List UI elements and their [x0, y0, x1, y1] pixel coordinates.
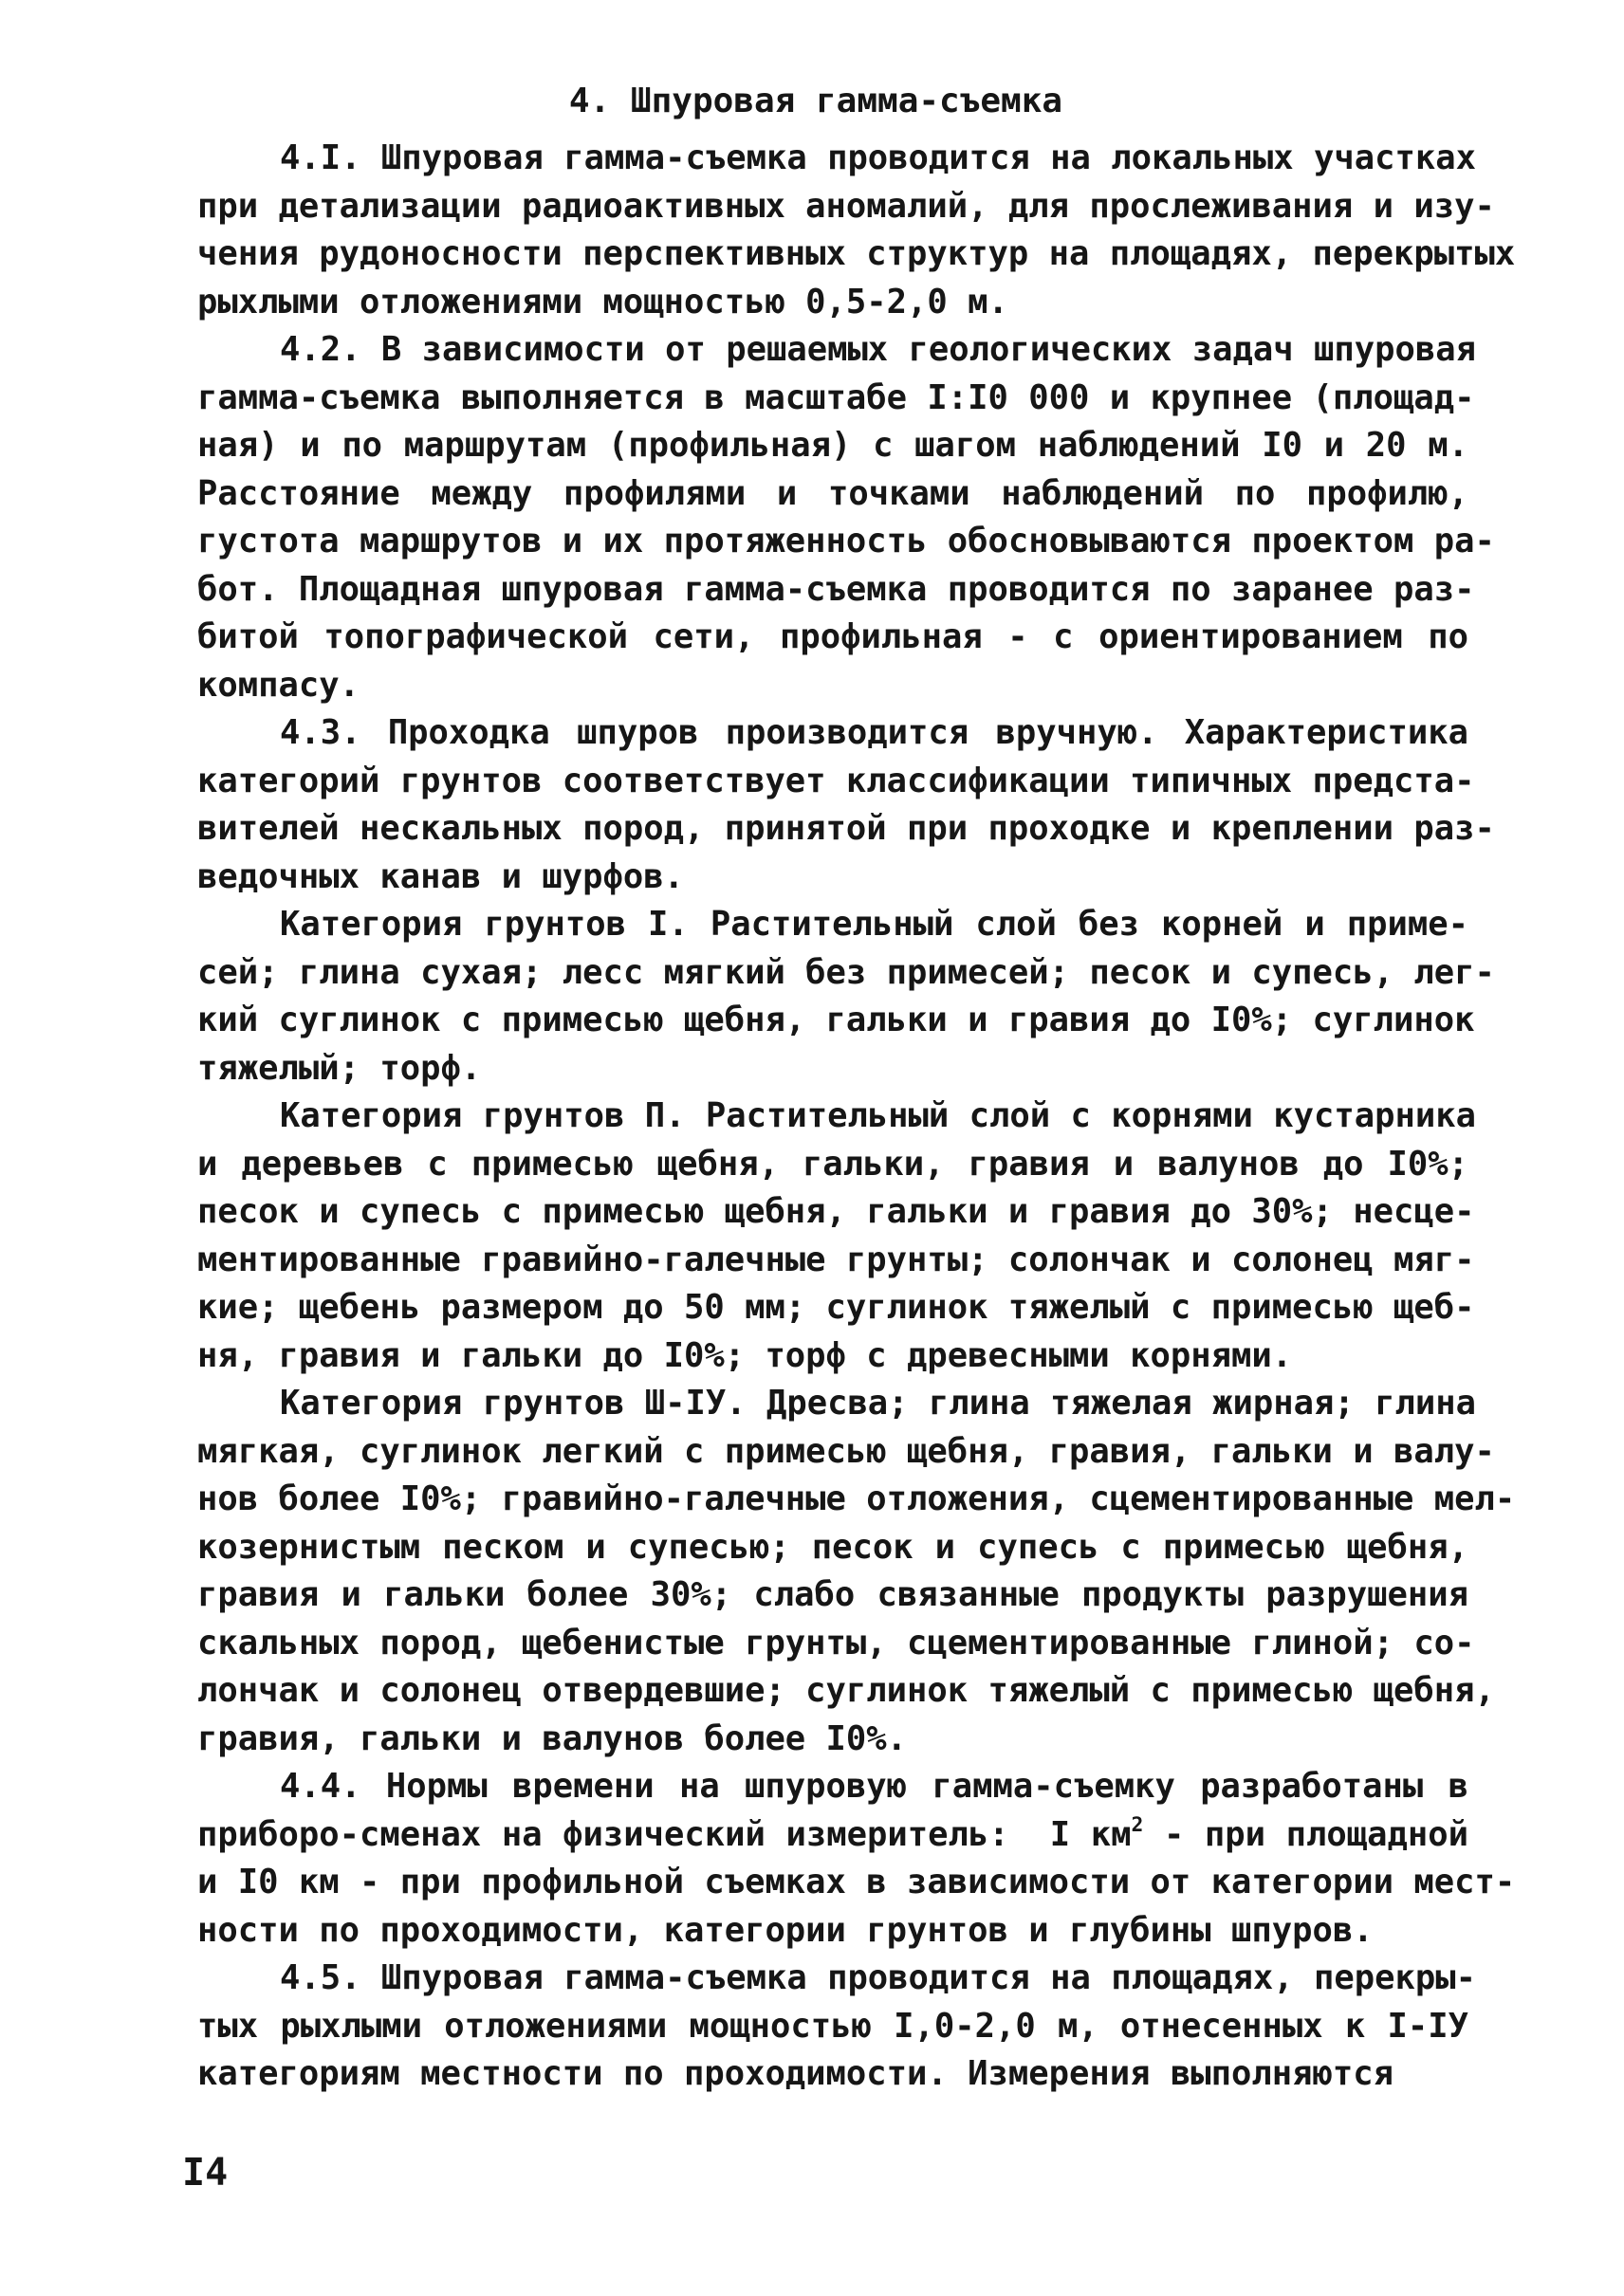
text-line: Расстояние между профилями и точками наблюдений по профилю, — [197, 473, 1468, 513]
text-line: чения рудоносности перспективных структур на площадях, перекрытых — [197, 234, 1516, 273]
paragraph-4-5 — [197, 1955, 1476, 2099]
text-fragment: приборо-сменах на физический измеритель: I км — [197, 1814, 1132, 1854]
text-line: Категория грунтов I. Растительный слой без корней и приме- — [280, 905, 1468, 944]
paragraph-category-1 — [197, 901, 1495, 1093]
superscript-two: 2 — [1131, 1812, 1144, 1837]
paragraph-4-2 — [197, 326, 1495, 709]
text-line: песок и супесь с примесью щебня, гальки и гравия до 30%; несце- — [197, 1192, 1475, 1231]
paragraph-category-3-4 — [197, 1380, 1516, 1763]
paragraph-4-4 — [197, 1763, 1516, 1955]
text-line: Категория грунтов Ш-IУ. Дресва; глина тяжелая жирная; глина — [280, 1384, 1476, 1423]
text-line: битой топографической сети, профильная - с ориентированием по — [197, 617, 1468, 656]
text-line: 4.5. Шпуровая гамма-съемка проводится на площадях, перекры- — [280, 1958, 1476, 1997]
text-line: рыхлыми отложениями мощностью 0,5-2,0 м. — [197, 282, 1008, 321]
text-line: и I0 км - при профильной съемках в зависимости от категории мест- — [197, 1863, 1516, 1901]
text-line: мягкая, суглинок легкий с примесью щебня, гравия, гальки и валу- — [197, 1431, 1495, 1471]
document-body — [197, 135, 1516, 2099]
text-line: при детализации радиоактивных аномалий, для прослеживания и изу- — [197, 186, 1495, 226]
text-line: компасу. — [197, 665, 360, 705]
text-line: ведочных канав и шурфов. — [197, 856, 684, 896]
text-line: ная) и по маршрутам (профильная) с шагом наблюдений I0 и 20 м. — [197, 426, 1468, 465]
text-line: Категория грунтов П. Растительный слой с корнями кустарника — [280, 1096, 1476, 1135]
text-line: бот. Площадная шпуровая гамма-съемка проводится по заранее раз- — [197, 569, 1475, 609]
text-line: 4.I. Шпуровая гамма-съемка проводится на локальных участках — [280, 138, 1476, 177]
text-line: ности по проходимости, категории грунтов и глубины шпуров. — [197, 1910, 1374, 1950]
text-line: гравия и гальки более 30%; слабо связанные продукты разрушения — [197, 1575, 1468, 1614]
text-line: густота маршрутов и их протяженность обосновываются проектом ра- — [197, 522, 1495, 560]
text-line: категориям местности по проходимости. Измерения выполняются — [197, 2054, 1393, 2093]
text-line: ментированные гравийно-галечные грунты; солончак и солонец мяг- — [197, 1240, 1475, 1279]
text-line: 4.2. В зависимости от решаемых геологических задач шпуровая — [280, 330, 1476, 369]
text-line: кий суглинок с примесью щебня, гальки и гравия до I0%; суглинок — [197, 1001, 1475, 1039]
paragraph-4-3 — [197, 709, 1495, 901]
text-line: кие; щебень размером до 50 мм; суглинок тяжелый с примесью щеб- — [197, 1288, 1475, 1327]
page-number: I4 — [182, 2151, 229, 2195]
text-line: вителей нескальных пород, принятой при проходке и креплении раз- — [197, 809, 1495, 848]
text-line: сей; глина сухая; лесс мягкий без примесей; песок и супесь, лег- — [197, 952, 1495, 992]
text-line: 4.4. Нормы времени на шпуровую гамма-съемку разработаны в — [280, 1767, 1468, 1806]
text-line: гамма-съемка выполняется в масштабе I:I0 000 и крупнее (площад- — [197, 377, 1475, 417]
section-heading: 4. Шпуровая гамма-съемка — [568, 82, 1063, 120]
text-line: и деревьев с примесью щебня, гальки, гравия и валунов до I0%; — [197, 1144, 1468, 1184]
text-line-with-superscript — [197, 1811, 1468, 1860]
text-fragment: - при площадной — [1143, 1814, 1468, 1854]
text-line: тяжелый; торф. — [197, 1048, 482, 1088]
text-line: тых рыхлыми отложениями мощностью I,0-2,0 м, отнесенных к I-IУ — [197, 2006, 1468, 2046]
paragraph-4-1 — [197, 135, 1516, 326]
text-line: нов более I0%; гравийно-галечные отложения, сцементированные мел- — [197, 1479, 1516, 1518]
text-line: гравия, гальки и валунов более I0%. — [197, 1718, 908, 1758]
text-line: козернистым песком и супесью; песок и супесь с примесью щебня, — [197, 1527, 1468, 1567]
text-line: скальных пород, щебенистые грунты, сцементированные глиной; со- — [197, 1623, 1475, 1662]
paragraph-category-2 — [197, 1093, 1476, 1380]
text-line: ня, гравия и гальки до I0%; торф с древесными корнями. — [197, 1335, 1293, 1375]
text-line: категорий грунтов соответствует классификации типичных предста- — [197, 761, 1475, 800]
text-line: лончак и солонец отвердевшие; суглинок тяжелый с примесью щебня, — [197, 1671, 1495, 1710]
text-line: 4.3. Проходка шпуров производится вручную. Характеристика — [280, 713, 1468, 752]
